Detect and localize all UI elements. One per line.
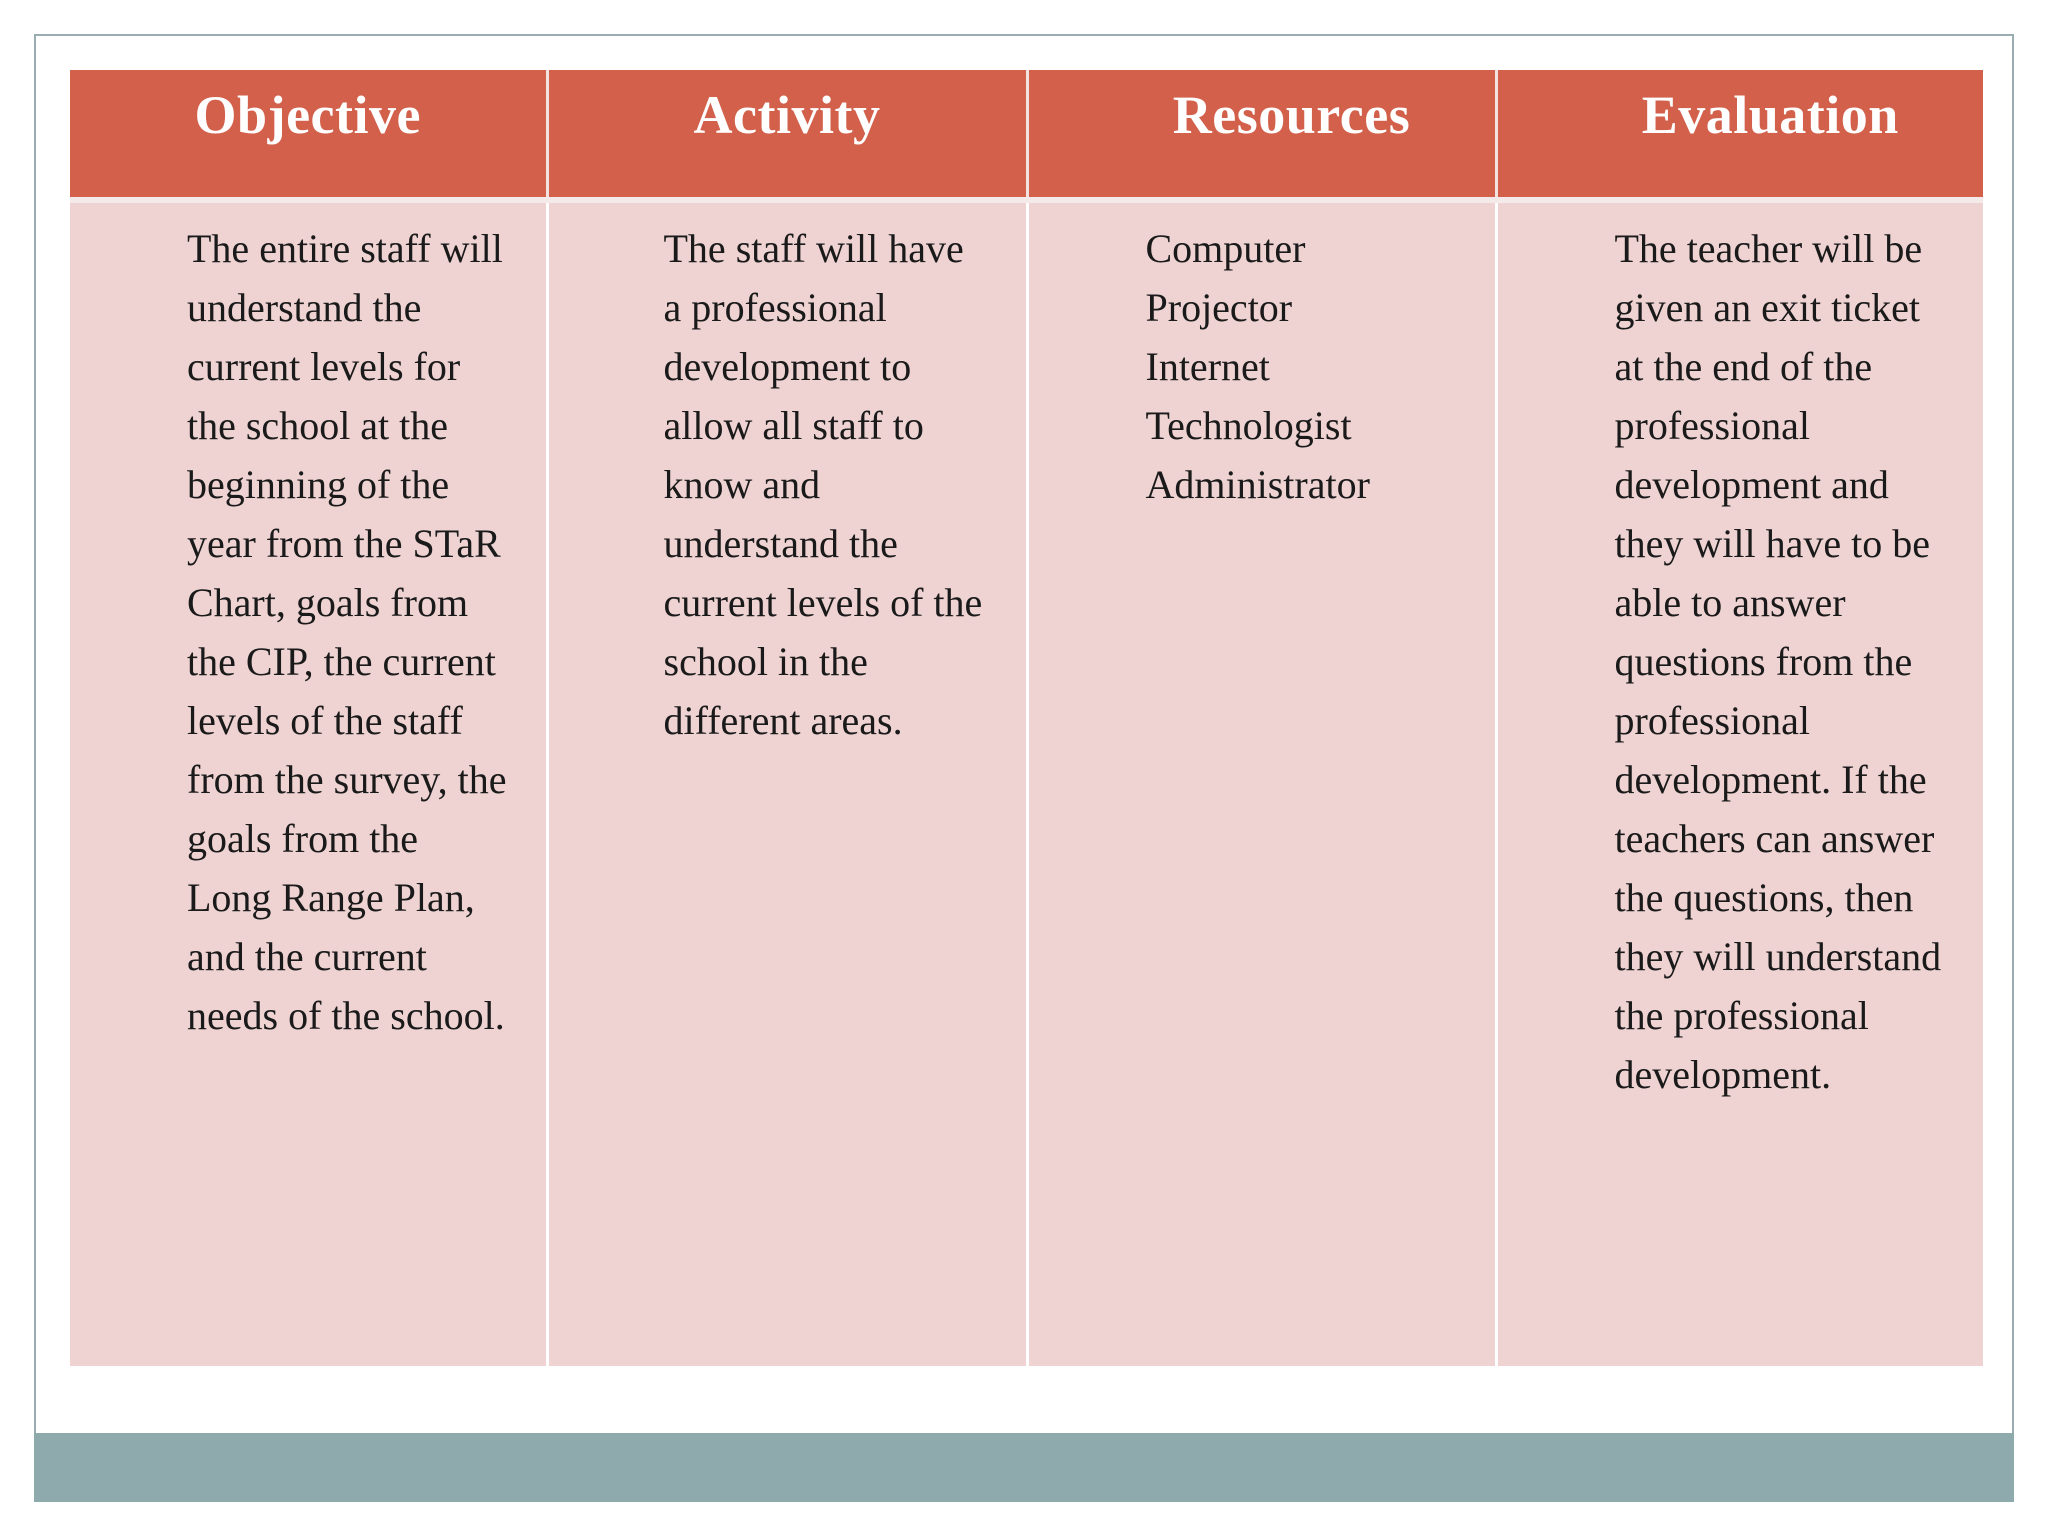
footer-band xyxy=(34,1433,2014,1502)
cell-resources: Computer Projector Internet Technologist Administrator xyxy=(1027,200,1496,1366)
lesson-plan-table xyxy=(70,70,1983,1366)
cell-evaluation: The teacher will be given an exit ticket at the end of the professional development and they will have to be able to answer questions from the professional development. If the teachers can answer the questions, then they will understand the professional development. xyxy=(1496,200,1983,1366)
header-resources-label: Resources xyxy=(1172,85,1411,145)
table-header-row xyxy=(70,70,1983,200)
header-objective-label: Objective xyxy=(194,85,421,145)
table-row xyxy=(70,200,1983,1366)
header-resources xyxy=(1027,70,1496,200)
cell-objective: The entire staff will understand the current levels for the school at the beginning of the year from the STaR Chart, goals from the CIP, the current levels of the staff from the survey, the goals from the Long Range Plan, and the current needs of the school. xyxy=(70,200,547,1366)
header-objective xyxy=(70,70,547,200)
header-activity xyxy=(547,70,1027,200)
cell-activity: The staff will have a professional development to allow all staff to know and understand the current levels of the school in the different areas. xyxy=(547,200,1027,1366)
header-activity-label: Activity xyxy=(693,85,881,145)
header-evaluation-label: Evaluation xyxy=(1641,85,1899,145)
header-evaluation xyxy=(1496,70,1983,200)
